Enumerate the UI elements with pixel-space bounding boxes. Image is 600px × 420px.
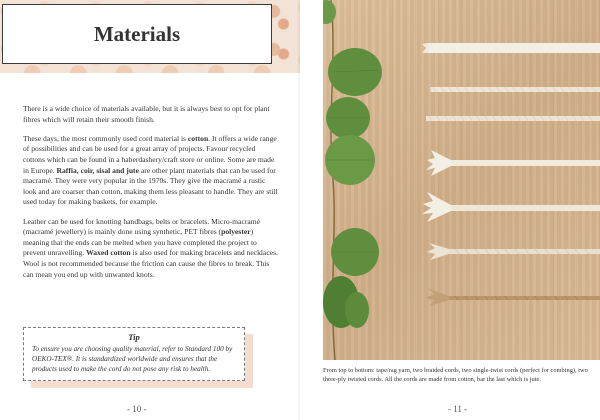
tip-box <box>23 327 245 381</box>
single-twist-cord <box>451 205 600 211</box>
text-run: ) meaning that the ends can be melted when you have completed the project to prevent unravelling. <box>23 227 257 258</box>
text-run: . It offers a wide range of possibilities and can be used for a great array of projects. Favour recycled cottons which can be found in a haberdashery/craft store or online. Some are made in Europe. <box>23 133 277 175</box>
leaf <box>345 292 369 328</box>
text-run: These days, the most commonly used cord material is <box>23 133 188 143</box>
braided-cord <box>426 116 600 121</box>
bold-term: polyester <box>221 227 251 237</box>
tape-yarn-cord <box>428 43 600 53</box>
cord-fray <box>427 243 449 260</box>
text-run: There is a wide choice of materials available, but it is always best to opt for plant fibres which will retain their smooth finish. <box>23 104 270 124</box>
page-title: Materials <box>93 21 181 46</box>
text-run: are other plant materials that can be used for macramé. They were very popular in the 1970s. They give the macramé a rustic look and are coarser than cotton, making them less pleasant to handle. They are still used today for making baskets, for example. <box>23 165 278 207</box>
tip-text: To ensure you are choosing quality material, refer to Standard 100 by OEKO-TEX®. It is standardized worldwide and ensures that the products used to make the cord do not pose any risk to health. <box>32 345 233 373</box>
text-run: is also used for making bracelets and necklaces. Wool is not recommended because the friction can cause the fibres to break. This can mean you end up with unwanted knots. <box>23 248 278 279</box>
tip-title: Tip <box>128 332 140 342</box>
jute-fray <box>425 288 449 306</box>
page-number-left: - 10 - <box>127 404 147 414</box>
combed-fringe <box>422 192 451 222</box>
right-page <box>300 0 600 420</box>
text-run: Leather can be used for knotting handbags, belts or bracelets. Micro-macramé (macramé jewellery) is mainly done using synthetic, PET fibres ( <box>23 216 261 237</box>
bold-term: Raffia, coir, sisal and jute <box>56 165 139 175</box>
body-paragraph <box>23 134 278 208</box>
braided-cord <box>430 87 600 92</box>
bold-term: Waxed cotton <box>86 248 131 258</box>
leaves <box>323 0 382 328</box>
leaf <box>323 0 336 24</box>
combed-fringe <box>426 150 451 176</box>
bold-term: cotton <box>187 133 209 143</box>
body-text <box>23 104 278 289</box>
photo-illustration <box>323 0 600 360</box>
braid-texture <box>429 87 596 121</box>
body-paragraph <box>23 217 278 281</box>
single-twist-cord <box>451 160 600 166</box>
photo-caption: From top to bottom: tape/rag yarn, two braided cords, two single-twist cords (perfect for combing), two three-ply twisted cords. All the cords are made from cotton, bar the last which is jute. <box>323 367 588 383</box>
body-paragraph <box>23 104 278 125</box>
page-number-right: - 11 - <box>448 404 468 414</box>
title-box <box>2 4 272 64</box>
cord-samples-photo <box>323 0 600 360</box>
